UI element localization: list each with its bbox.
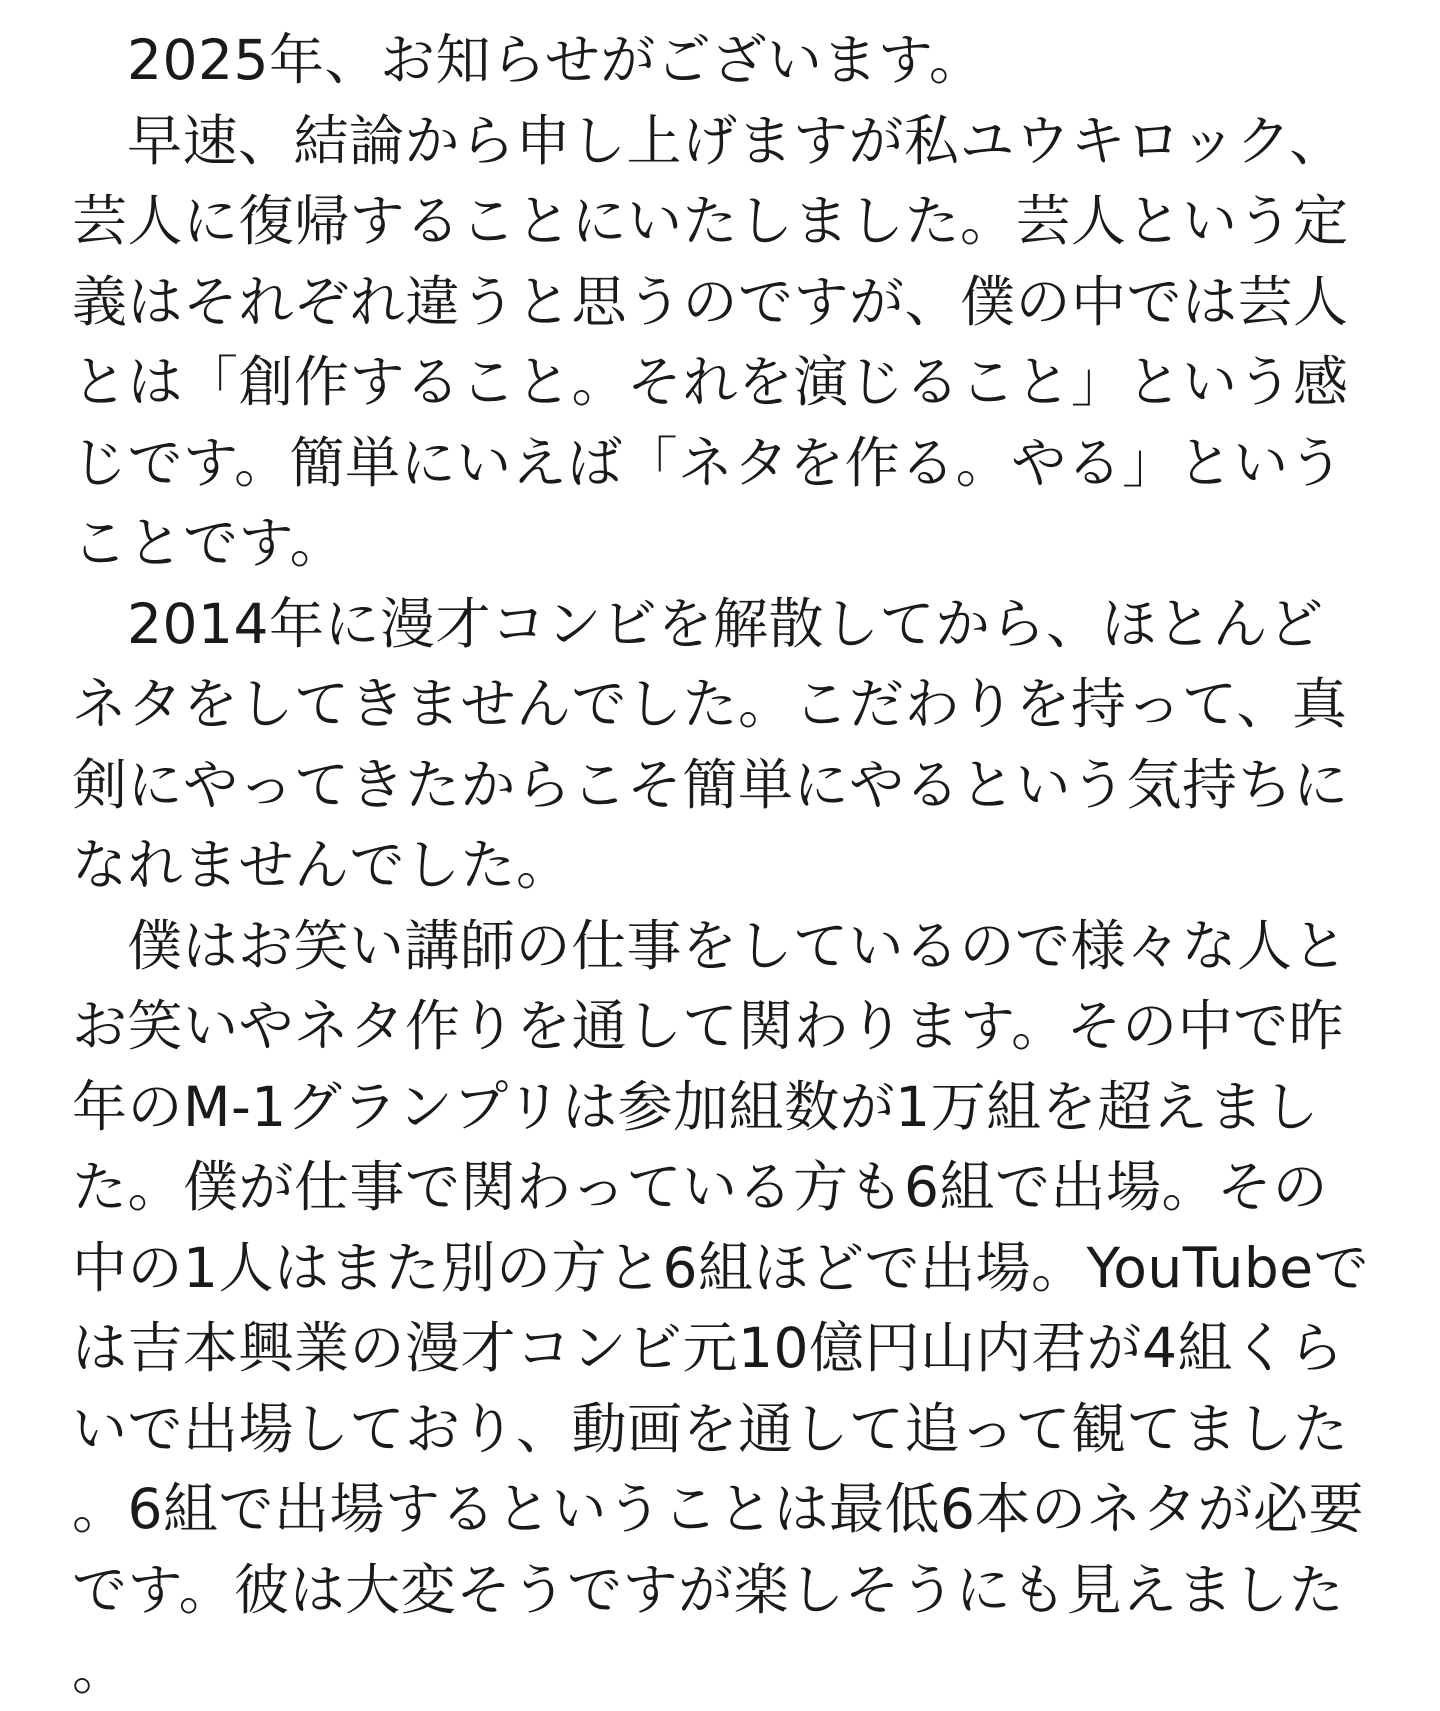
paragraph-m1-grandprix: 僕はお笑い講師の仕事をしているので様々な人とお笑いやネタ作りを通して関わります。その中で昨年のM-1グランプリは参加組数が1万組を超えました。僕が仕事で関わっている方も6組で出場。その中の1人はまた別の方と6組ほどで出場。YouTubeでは吉本興業の漫才コンビ元10億円山内君が4組くらいで出場しており、動画を通して追って観てました。6組で出場するということは最低6本のネタが必要です。彼は大変そうですが楽しそうにも見えました。 [72,913,1370,1702]
paragraph-comeback: 早速、結論から申し上げますが私ユウキロック、芸人に復帰することにいたしました。芸人という定義はそれぞれ違うと思うのですが、僕の中では芸人とは「創作すること。それを演じること」という感じです。簡単にいえば「ネタを作る。やる」ということです。 [72,108,1349,575]
paragraph-announcement: 2025年、お知らせがございます。 [127,28,985,92]
paragraph-disbanded: 2014年に漫才コンビを解散してから、ほとんどネタをしてきませんでした。こだわりを持って、真剣にやってきたからこそ簡単にやるという気持ちになれませんでした。 [72,591,1349,897]
